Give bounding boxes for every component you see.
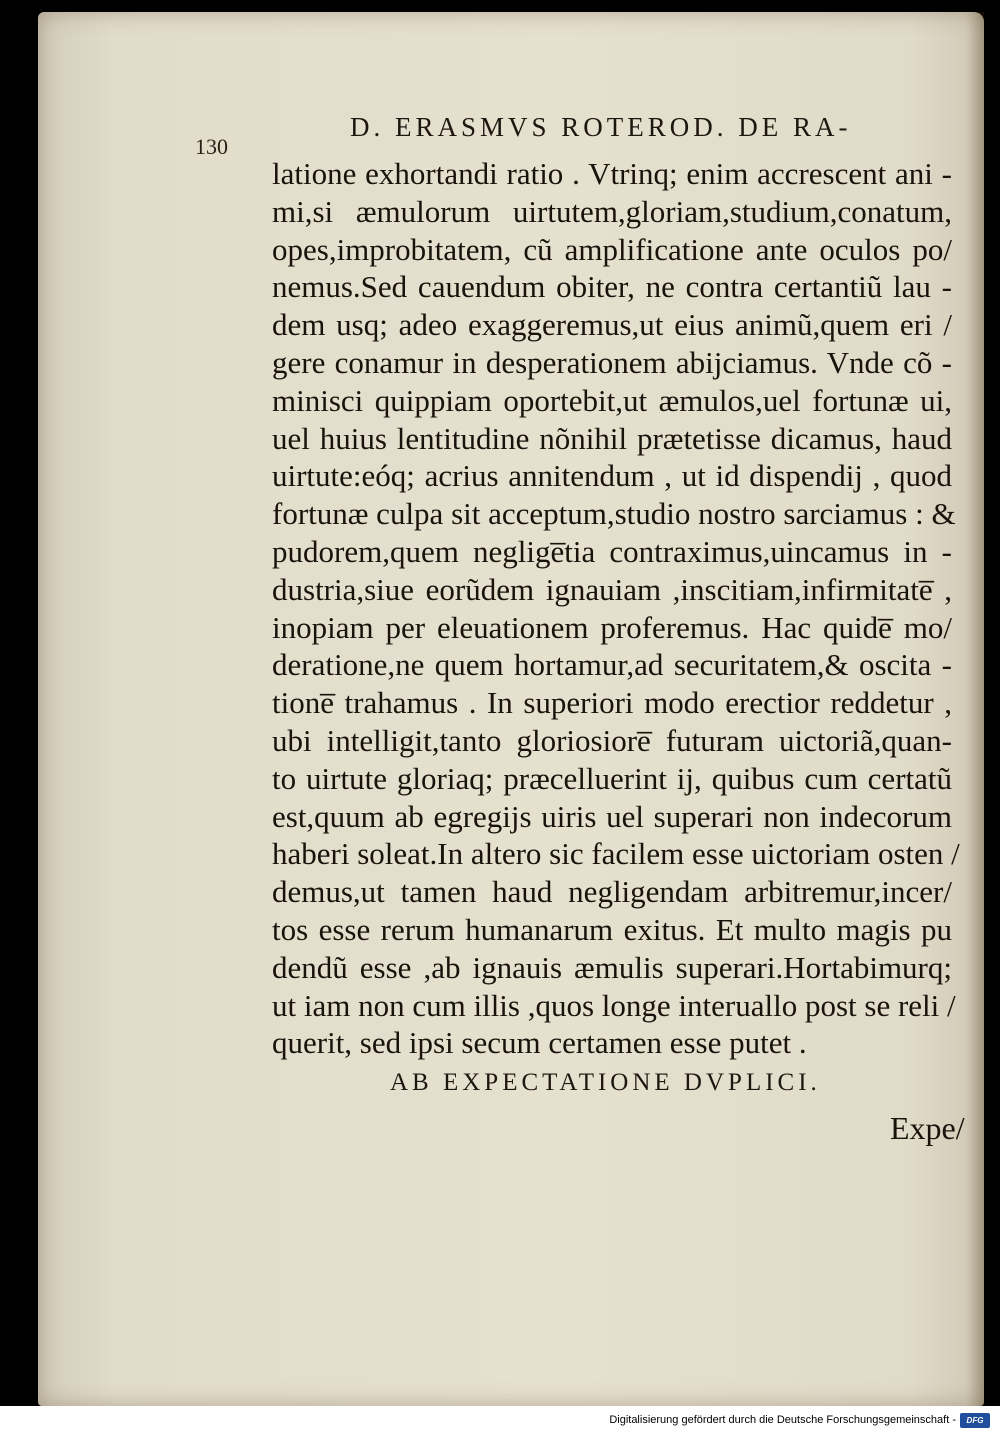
text-line: gere conamur in desperationem abijciamus. Vnde cõ -: [272, 344, 952, 380]
text-line: inopiam per eleuationem proferemus. Hac quide̅ mo/: [272, 609, 952, 645]
page-edge-shadow: [966, 12, 984, 1406]
text-line: deratione,ne quem hortamur,ad securitatem,& oscita -: [272, 647, 952, 683]
text-line: tione̅ trahamus . In superiori modo erectior reddetur ,: [272, 685, 952, 721]
text-line: opes,improbitatem, cũ amplificatione ante oculos po/: [272, 231, 952, 267]
text-line: pudorem,quem neglige̅tia contraximus,uincamus in -: [272, 533, 952, 569]
text-line: querit, sed ipsi secum certamen esse putet .: [272, 1025, 807, 1061]
text-line: est,quum ab egregijs uiris uel superari non indecorum: [272, 798, 952, 834]
funding-credit: Digitalisierung gefördert durch die Deutsche Forschungsgemeinschaft -: [609, 1414, 956, 1426]
text-line: demus,ut tamen haud negligendam arbitremur,incer/: [272, 874, 952, 910]
text-line: nemus.Sed cauendum obiter, ne contra certantiũ lau -: [272, 269, 952, 305]
body-text: [272, 155, 960, 1062]
text-line: minisci quippiam oportebit,ut æmulos,uel fortunæ ui,: [272, 382, 952, 418]
catchword: Expe/: [890, 1110, 965, 1146]
text-line: ubi intelligit,tanto gloriosiore̅ futuram uictoriã,quan-: [272, 722, 952, 758]
text-line: fortunæ culpa sit acceptum,studio nostro sarciamus : &: [272, 496, 956, 532]
digitization-footer: [0, 1406, 1000, 1433]
text-line: dustria,siue eorũdem ignauiam ,inscitiam,infirmitate̅ ,: [272, 571, 952, 607]
section-heading: AB EXPECTATIONE DVPLICI.: [390, 1069, 821, 1096]
text-line: mi,si æmulorum uirtutem,gloriam,studium,conatum,: [272, 193, 952, 229]
text-line: latione exhortandi ratio . Vtrinq; enim accrescent ani -: [272, 156, 952, 191]
text-line: uel huius lentitudine nõnihil prætetisse dicamus, haud: [272, 420, 952, 456]
text-line: tos esse rerum humanarum exitus. Et multo magis pu: [272, 911, 952, 947]
text-line: uirtute:eóq; acrius annitendum , ut id dispendij , quod: [272, 458, 952, 494]
text-line: dem usq; adeo exaggeremus,ut eius animũ,quem eri /: [272, 307, 952, 343]
text-line: dendũ esse ,ab ignauis æmulis superari.Hortabimurq;: [272, 949, 952, 985]
text-line: to uirtute gloriaq; præcelluerint ij, quibus cum certatũ: [272, 760, 952, 796]
text-line: haberi soleat.In altero sic facilem esse uictoriam osten /: [272, 836, 960, 872]
dfg-logo-text: DFG: [966, 1416, 984, 1425]
dfg-logo-icon: [960, 1413, 990, 1428]
text-line: ut iam non cum illis ,quos longe interuallo post se reli /: [272, 987, 956, 1023]
page-number: 130: [195, 134, 228, 159]
running-head: D. ERASMVS ROTEROD. DE RA-: [350, 112, 852, 142]
